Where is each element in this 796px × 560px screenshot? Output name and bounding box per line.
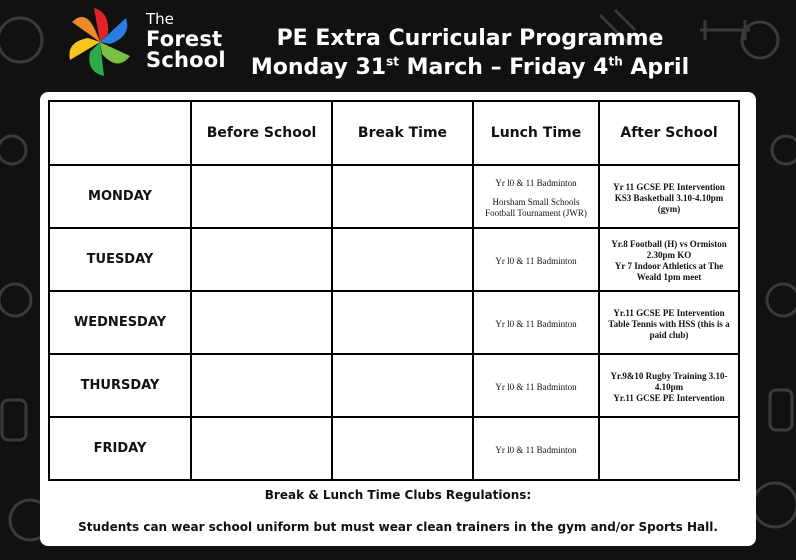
column-header: Lunch Time [473, 101, 599, 165]
timetable [48, 100, 740, 481]
activity-text: Yr.11 GCSE PE Intervention [613, 392, 725, 403]
logo-text [146, 12, 226, 71]
activity-text: Table Tennis with HSS (this is a paid club) [608, 318, 730, 340]
break-cell [332, 417, 473, 480]
timetable-card [40, 92, 756, 546]
day-label: THURSDAY [49, 354, 191, 417]
corner-cell [49, 101, 191, 165]
logo-line-forest: Forest [146, 27, 223, 51]
lunch-cell [473, 291, 599, 354]
before-cell [191, 228, 332, 291]
break-cell [332, 354, 473, 417]
before-cell [191, 417, 332, 480]
column-header: Before School [191, 101, 332, 165]
activity-text: Yr l0 & 11 Badminton [495, 318, 577, 329]
activity-text: KS3 Basketball 3.10-4.10pm (gym) [614, 192, 724, 214]
after-cell [599, 165, 739, 228]
before-cell [191, 291, 332, 354]
before-cell [191, 165, 332, 228]
lunch-cell [473, 165, 599, 228]
school-logo [62, 6, 232, 78]
pinwheel-logo-icon [62, 6, 138, 78]
day-label: WEDNESDAY [49, 291, 191, 354]
table-row [49, 354, 739, 417]
table-row [49, 291, 739, 354]
after-cell [599, 291, 739, 354]
break-cell [332, 291, 473, 354]
page-header [250, 24, 690, 82]
activity-text: Yr l0 & 11 Badminton [495, 381, 577, 392]
activity-text: Yr 11 GCSE PE Intervention [613, 181, 725, 192]
activity-text: Yr 7 Indoor Athletics at The Weald 1pm meet [614, 261, 724, 282]
activity-text: Yr l0 & 11 Badminton [495, 255, 577, 266]
table-row [49, 417, 739, 480]
after-cell [599, 354, 739, 417]
activity-text: Yr l0 & 11 Badminton [495, 177, 577, 188]
table-header-row [49, 101, 739, 165]
activity-text: Yr.9&10 Rugby Training 3.10-4.10pm [610, 370, 728, 392]
day-label: FRIDAY [49, 417, 191, 480]
column-header: After School [599, 101, 739, 165]
break-cell [332, 165, 473, 228]
logo-line-the: The [146, 10, 174, 28]
activity-text: Yr.11 GCSE PE Intervention [613, 307, 725, 318]
logo-line-school: School [146, 48, 226, 72]
regulations-rule: Students can wear school uniform but must wear clean trainers in the gym and/or Sports Hall. [78, 520, 718, 534]
column-header: Break Time [332, 101, 473, 165]
page-title: PE Extra Curricular Programme [276, 26, 664, 51]
lunch-cell [473, 417, 599, 480]
date-range: Monday 31st March – Friday 4th April [250, 54, 690, 80]
day-label: MONDAY [49, 165, 191, 228]
table-row [49, 228, 739, 291]
activity-text: Yr.8 Football (H) vs Ormiston 2.30pm KO [611, 239, 727, 260]
activity-text: Yr l0 & 11 Badminton [495, 444, 577, 455]
spacer [478, 189, 594, 197]
table-row [49, 165, 739, 228]
lunch-cell [473, 354, 599, 417]
after-cell [599, 228, 739, 291]
lunch-cell [473, 228, 599, 291]
before-cell [191, 354, 332, 417]
break-cell [332, 228, 473, 291]
activity-text: Horsham Small Schools Football Tournament (JWR) [485, 196, 587, 218]
day-label: TUESDAY [49, 228, 191, 291]
regulations-heading: Break & Lunch Time Clubs Regulations: [264, 488, 532, 502]
after-cell [599, 417, 739, 480]
